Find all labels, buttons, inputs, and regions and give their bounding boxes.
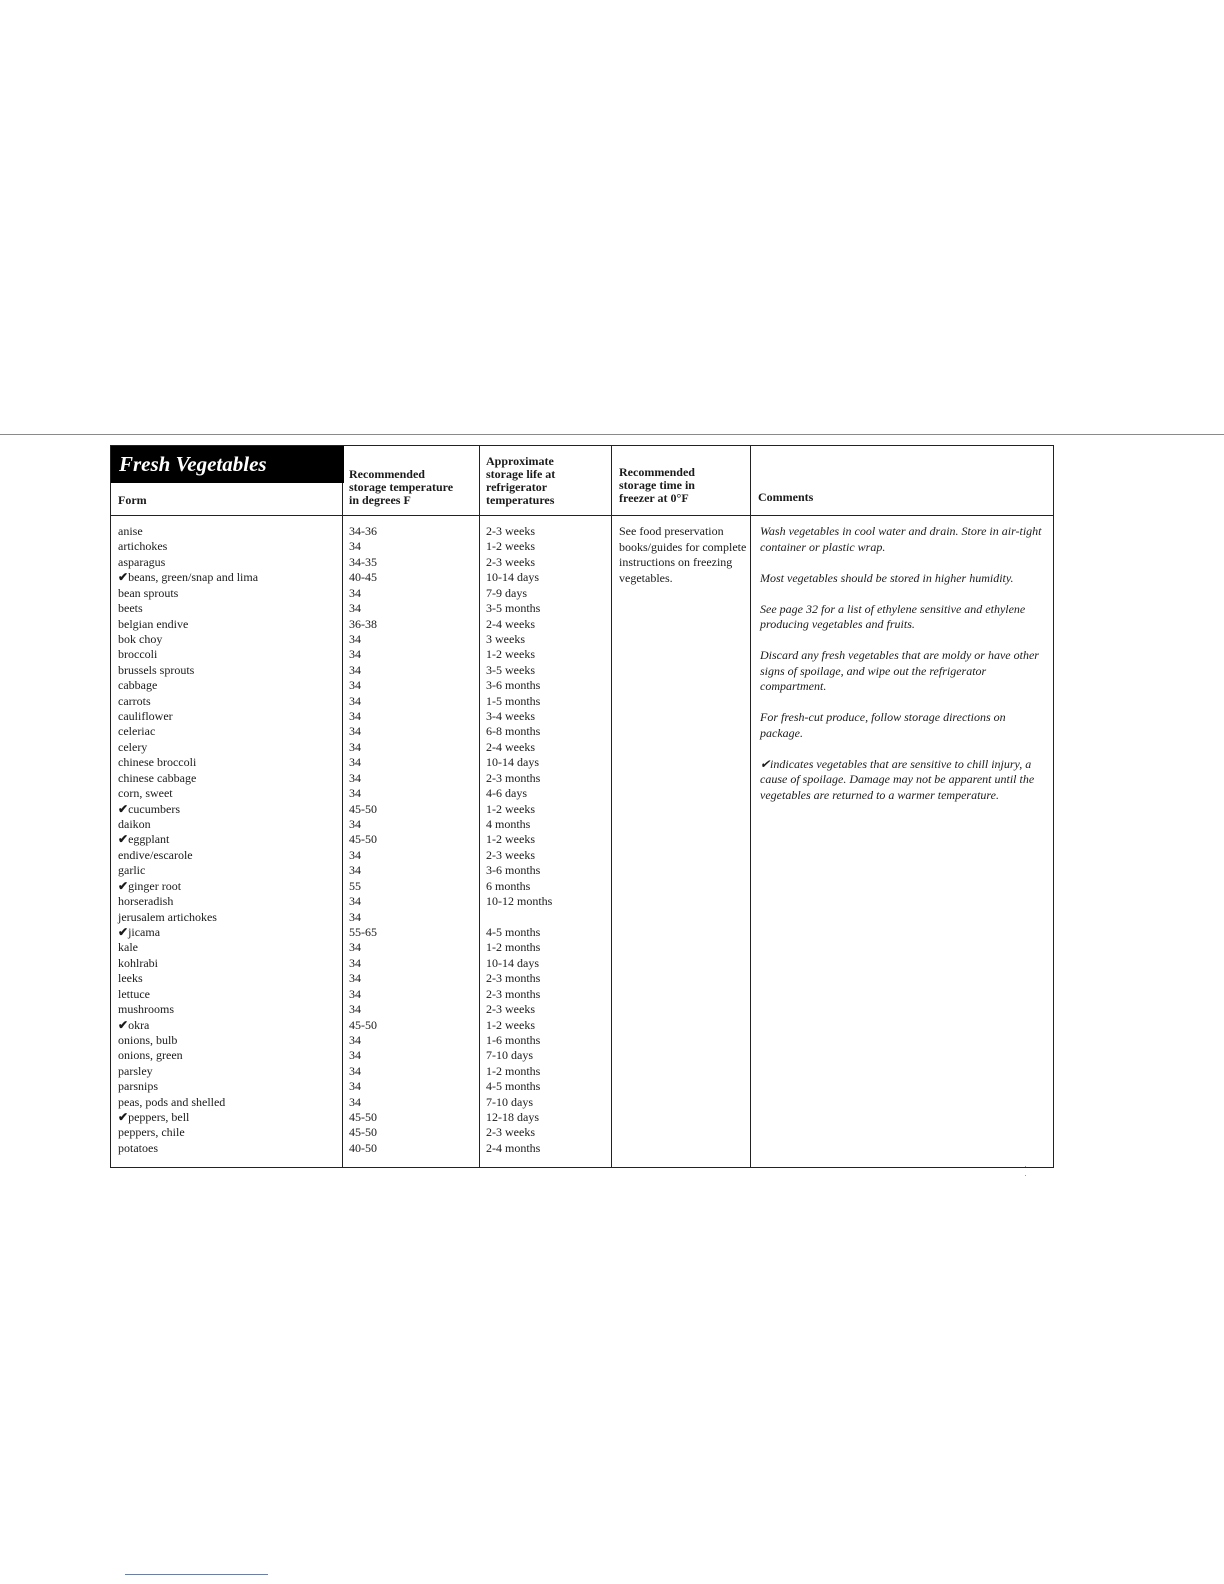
storage-life-cell: 2-3 weeks bbox=[486, 524, 535, 538]
vegetable-name: bean sprouts bbox=[118, 585, 179, 600]
vegetable-name-cell bbox=[118, 940, 258, 955]
temperature-cell: 45-50 bbox=[349, 1017, 377, 1032]
checkmark-icon: ✔ bbox=[118, 878, 129, 893]
vegetable-name-cell bbox=[118, 848, 258, 863]
temperature-cell: 34 bbox=[349, 986, 361, 1001]
vegetable-name-cell bbox=[118, 539, 258, 554]
vegetable-name: celery bbox=[118, 739, 148, 754]
vegetable-name: lettuce bbox=[118, 986, 150, 1001]
vegetable-storage-table bbox=[110, 445, 1054, 1168]
temperature-cell: 34-35 bbox=[349, 554, 377, 569]
comments-column bbox=[760, 524, 1042, 819]
vegetable-name: mushrooms bbox=[118, 1002, 175, 1017]
storage-life-cell: 6 months bbox=[486, 878, 531, 893]
storage-life-cell: 10-12 months bbox=[486, 894, 553, 909]
header-temperature: Recommended storage temperature in degrees F bbox=[349, 467, 454, 507]
temperature-cell: 34 bbox=[349, 971, 361, 986]
temperature-cell: 40-45 bbox=[349, 570, 377, 585]
temperature-cell: 34 bbox=[349, 786, 361, 801]
storage-life-cell bbox=[486, 910, 552, 925]
storage-life-cell: 1-5 months bbox=[486, 693, 541, 708]
storage-life-cell: 2-3 months bbox=[486, 971, 541, 986]
storage-life-cell: 1-6 months bbox=[486, 1032, 541, 1047]
vegetable-name: onions, green bbox=[118, 1048, 183, 1063]
temperature-cell: 45-50 bbox=[349, 1125, 377, 1140]
bottom-rule bbox=[125, 1574, 268, 1575]
storage-life-cell: 3-4 weeks bbox=[486, 709, 535, 724]
vegetable-name-cell bbox=[118, 1018, 258, 1033]
storage-life-cell: 4-5 months bbox=[486, 924, 541, 939]
temperature-cell: 34 bbox=[349, 662, 361, 677]
temperature-cell: 34 bbox=[349, 863, 361, 878]
vegetable-name-cell bbox=[118, 694, 258, 709]
vegetable-name-cell bbox=[118, 879, 258, 894]
vegetable-name-cell bbox=[118, 817, 258, 832]
temperature-cell: 45-50 bbox=[349, 1110, 377, 1125]
temperature-cell: 34 bbox=[349, 678, 361, 693]
vegetable-name-cell bbox=[118, 910, 258, 925]
vegetable-name: horseradish bbox=[118, 894, 174, 909]
temperature-cell: 34 bbox=[349, 693, 361, 708]
vegetable-name-cell bbox=[118, 570, 258, 585]
vegetable-name: endive/escarole bbox=[118, 847, 193, 862]
vegetable-name-cell bbox=[118, 1110, 258, 1125]
vegetable-name-cell bbox=[118, 678, 258, 693]
temperature-cell: 34 bbox=[349, 739, 361, 754]
storage-life-cell: 2-3 weeks bbox=[486, 847, 535, 862]
vegetable-name-cell bbox=[118, 663, 258, 678]
vegetable-name: parsnips bbox=[118, 1079, 158, 1094]
vegetable-name: bok choy bbox=[118, 631, 163, 646]
temperature-cell: 34 bbox=[349, 631, 361, 646]
vegetable-name-cell bbox=[118, 724, 258, 739]
vegetable-name-cell bbox=[118, 617, 258, 632]
temperature-cell: 34 bbox=[349, 724, 361, 739]
vegetable-name-cell bbox=[118, 1002, 258, 1017]
vegetable-name-cell bbox=[118, 1064, 258, 1079]
vegetable-name-cell bbox=[118, 709, 258, 724]
checkmark-icon: ✔ bbox=[118, 1110, 129, 1125]
vegetable-name-cell bbox=[118, 740, 258, 755]
column-divider bbox=[750, 446, 751, 1167]
vegetable-name: peas, pods and shelled bbox=[118, 1094, 226, 1109]
storage-life-cell: 2-3 weeks bbox=[486, 1002, 535, 1017]
temperature-cell: 34 bbox=[349, 1048, 361, 1063]
vegetable-name-cell bbox=[118, 524, 258, 539]
header-storage-life: Approximate storage life at refrigerator temperatures bbox=[486, 454, 556, 507]
vegetable-name: garlic bbox=[118, 863, 146, 878]
vegetable-name: broccoli bbox=[118, 647, 158, 662]
temperature-cell: 34 bbox=[349, 1002, 361, 1017]
storage-life-cell: 2-3 months bbox=[486, 770, 541, 785]
header-divider bbox=[111, 515, 1053, 516]
vegetable-name-cell bbox=[118, 1125, 258, 1140]
temperature-cell: 34-36 bbox=[349, 524, 377, 538]
temperature-cell: 55 bbox=[349, 878, 361, 893]
column-divider bbox=[342, 446, 343, 1167]
temperature-cell: 34 bbox=[349, 539, 361, 554]
vegetable-name-cell bbox=[118, 632, 258, 647]
table-title: Fresh Vegetables bbox=[111, 446, 344, 483]
vegetable-name-cell bbox=[118, 586, 258, 601]
temperature-cell: 45-50 bbox=[349, 801, 377, 816]
storage-life-cell: 4-5 months bbox=[486, 1079, 541, 1094]
checkmark-icon: ✔ bbox=[118, 570, 129, 585]
temperature-cell: 34 bbox=[349, 817, 361, 832]
storage-life-cell: 1-2 weeks bbox=[486, 1017, 535, 1032]
comment: For fresh-cut produce, follow storage directions on package. bbox=[760, 710, 1006, 740]
scan-speck bbox=[1025, 1166, 1026, 1167]
temperature-cell: 34 bbox=[349, 585, 361, 600]
temperature-cell: 34 bbox=[349, 909, 361, 924]
storage-life-cell: 1-2 months bbox=[486, 1063, 541, 1078]
vegetable-name: potatoes bbox=[118, 1140, 158, 1155]
temperature-cell: 36-38 bbox=[349, 616, 377, 631]
storage-life-cell: 12-18 days bbox=[486, 1110, 539, 1125]
vegetable-name-cell bbox=[118, 1095, 258, 1110]
vegetable-name-cell bbox=[118, 786, 258, 801]
vegetable-name: daikon bbox=[118, 817, 151, 832]
temperature-cell: 45-50 bbox=[349, 832, 377, 847]
temperature-cell: 34 bbox=[349, 601, 361, 616]
vegetable-name: beans, green/snap and lima bbox=[128, 570, 259, 585]
storage-life-cell: 1-2 months bbox=[486, 940, 541, 955]
vegetable-name: corn, sweet bbox=[118, 786, 173, 801]
storage-life-cell: 2-4 months bbox=[486, 1140, 541, 1155]
vegetable-name: ginger root bbox=[128, 878, 182, 893]
vegetable-name: cucumbers bbox=[128, 801, 181, 816]
storage-life-cell: 1-2 weeks bbox=[486, 539, 535, 554]
checkmark-icon: ✔ bbox=[118, 801, 129, 816]
storage-life-cell: 3 weeks bbox=[486, 631, 525, 646]
storage-life-cell: 3-6 months bbox=[486, 863, 541, 878]
vegetable-name-cell bbox=[118, 1033, 258, 1048]
storage-life-cell: 1-2 weeks bbox=[486, 647, 535, 662]
vegetable-name: parsley bbox=[118, 1063, 153, 1078]
header-freezer: Recommended storage time in freezer at 0°F bbox=[619, 465, 695, 505]
temperature-cell: 34 bbox=[349, 894, 361, 909]
checkmark-icon: ✔ bbox=[118, 1017, 129, 1032]
vegetable-name: peppers, chile bbox=[118, 1125, 185, 1140]
vegetable-name-cell bbox=[118, 987, 258, 1002]
vegetable-name: anise bbox=[118, 524, 143, 538]
scan-speck bbox=[1025, 1175, 1026, 1176]
form-column bbox=[118, 524, 258, 1156]
vegetable-name-cell bbox=[118, 863, 258, 878]
storage-life-cell: 2-3 weeks bbox=[486, 554, 535, 569]
comment: Most vegetables should be stored in higher humidity. bbox=[760, 570, 1014, 585]
comment: Discard any fresh vegetables that are moldy or have other signs of spoilage, and wipe out the refrigerator compartment. bbox=[760, 648, 1039, 693]
storage-life-cell: 10-14 days bbox=[486, 955, 539, 970]
storage-life-cell: 10-14 days bbox=[486, 570, 539, 585]
storage-life-cell: 4 months bbox=[486, 817, 531, 832]
column-divider bbox=[611, 446, 612, 1167]
storage-life-cell: 3-5 months bbox=[486, 601, 541, 616]
comment: Wash vegetables in cool water and drain. Store in air-tight container or plastic wrap. bbox=[760, 524, 1042, 554]
vegetable-name: jerusalem artichokes bbox=[118, 909, 217, 924]
vegetable-name: leeks bbox=[118, 971, 143, 986]
checkmark-icon: ✔ bbox=[118, 832, 129, 847]
header-comments: Comments bbox=[758, 490, 814, 504]
header-form: Form bbox=[118, 493, 147, 507]
page-top-rule bbox=[0, 434, 1224, 435]
temperature-cell: 40-50 bbox=[349, 1140, 377, 1155]
temperature-cell: 34 bbox=[349, 770, 361, 785]
temperature-cell: 34 bbox=[349, 1094, 361, 1109]
vegetable-name: beets bbox=[118, 601, 143, 616]
vegetable-name-cell bbox=[118, 956, 258, 971]
storage-life-cell: 7-9 days bbox=[486, 585, 527, 600]
vegetable-name-cell bbox=[118, 1079, 258, 1094]
vegetable-name-cell bbox=[118, 925, 258, 940]
temperature-cell: 34 bbox=[349, 955, 361, 970]
vegetable-name: brussels sprouts bbox=[118, 662, 195, 677]
vegetable-name: chinese broccoli bbox=[118, 755, 197, 770]
storage-life-cell: 6-8 months bbox=[486, 724, 541, 739]
storage-life-cell: 7-10 days bbox=[486, 1094, 533, 1109]
vegetable-name: carrots bbox=[118, 693, 151, 708]
temperature-cell: 34 bbox=[349, 1079, 361, 1094]
vegetable-name: artichokes bbox=[118, 539, 168, 554]
storage-life-cell: 7-10 days bbox=[486, 1048, 533, 1063]
vegetable-name-cell bbox=[118, 832, 258, 847]
vegetable-name: kale bbox=[118, 940, 138, 955]
temperature-cell: 34 bbox=[349, 847, 361, 862]
comment: ✔indicates vegetables that are sensitive to chill injury, a cause of spoilage. Damage may not be apparent until the vegetables are returned to a warmer temperature. bbox=[760, 756, 1035, 802]
temperature-cell: 34 bbox=[349, 1032, 361, 1047]
checkmark-icon: ✔ bbox=[118, 924, 129, 939]
vegetable-name: chinese cabbage bbox=[118, 770, 197, 785]
vegetable-name: eggplant bbox=[128, 832, 170, 847]
vegetable-name-cell bbox=[118, 971, 258, 986]
vegetable-name: cabbage bbox=[118, 678, 158, 693]
storage-life-cell: 4-6 days bbox=[486, 786, 527, 801]
comment: See page 32 for a list of ethylene sensitive and ethylene producing vegetables and fruits. bbox=[760, 601, 1026, 631]
temperature-cell: 34 bbox=[349, 940, 361, 955]
temperature-cell: 34 bbox=[349, 1063, 361, 1078]
vegetable-name: peppers, bell bbox=[128, 1110, 190, 1125]
vegetable-name: belgian endive bbox=[118, 616, 189, 631]
vegetable-name: celeriac bbox=[118, 724, 156, 739]
storage-life-cell: 2-3 months bbox=[486, 986, 541, 1001]
temperature-cell: 34 bbox=[349, 647, 361, 662]
vegetable-name-cell bbox=[118, 555, 258, 570]
vegetable-name: onions, bulb bbox=[118, 1032, 178, 1047]
temperature-cell: 55-65 bbox=[349, 924, 377, 939]
storage-life-cell: 3-5 weeks bbox=[486, 662, 535, 677]
vegetable-name: kohlrabi bbox=[118, 955, 158, 970]
temperature-cell: 34 bbox=[349, 755, 361, 770]
storage-life-cell: 1-2 weeks bbox=[486, 801, 535, 816]
vegetable-name: asparagus bbox=[118, 554, 166, 569]
vegetable-name-cell bbox=[118, 802, 258, 817]
storage-life-cell: 10-14 days bbox=[486, 755, 539, 770]
storage-life-cell: 3-6 months bbox=[486, 678, 541, 693]
vegetable-name-cell bbox=[118, 771, 258, 786]
column-divider bbox=[479, 446, 480, 1167]
storage-life-cell: 2-3 weeks bbox=[486, 1125, 535, 1140]
temperature-cell: 34 bbox=[349, 709, 361, 724]
vegetable-name: cauliflower bbox=[118, 709, 173, 724]
vegetable-name-cell bbox=[118, 1141, 258, 1156]
temperature-column bbox=[349, 524, 377, 1156]
storage-life-cell: 2-4 weeks bbox=[486, 616, 535, 631]
vegetable-name-cell bbox=[118, 601, 258, 616]
storage-life-cell: 2-4 weeks bbox=[486, 739, 535, 754]
vegetable-name-cell bbox=[118, 894, 258, 909]
vegetable-name-cell bbox=[118, 755, 258, 770]
storage-life-cell: 1-2 weeks bbox=[486, 832, 535, 847]
vegetable-name: jicama bbox=[128, 924, 161, 939]
freezer-note: See food preservation books/guides for complete instructions on freezing vegetables. bbox=[619, 524, 747, 585]
vegetable-name-cell bbox=[118, 647, 258, 662]
storage-life-column bbox=[486, 524, 552, 1156]
vegetable-name-cell bbox=[118, 1048, 258, 1063]
vegetable-name: okra bbox=[128, 1017, 150, 1032]
